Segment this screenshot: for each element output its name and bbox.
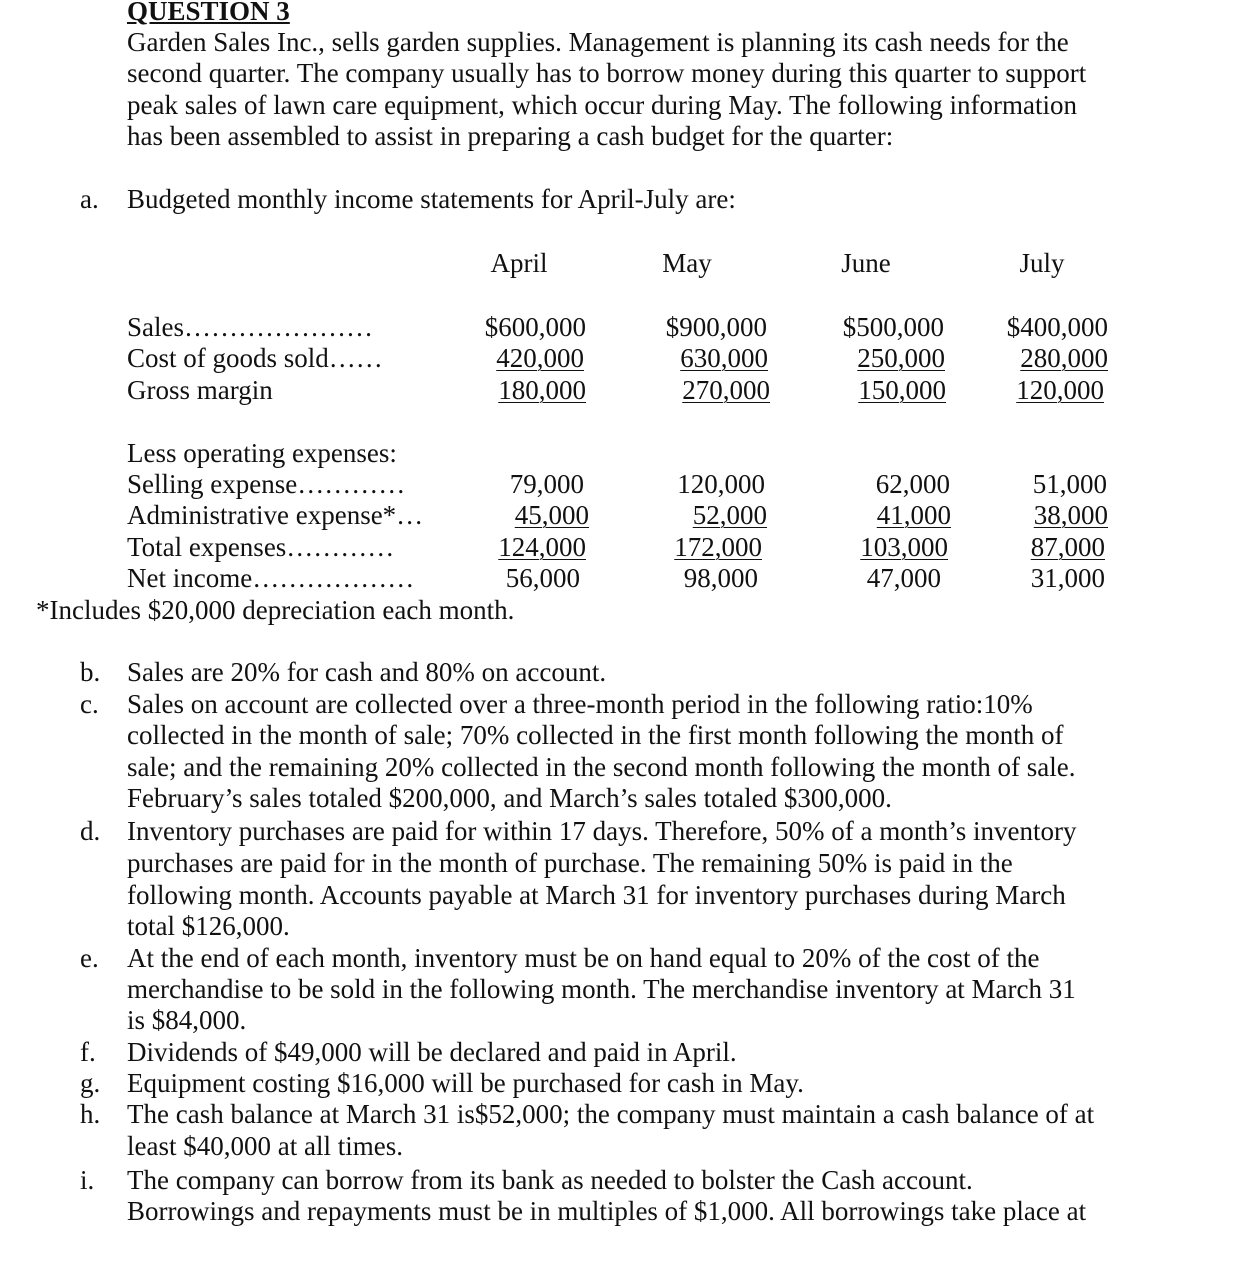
item-marker: d. xyxy=(80,816,101,846)
item-marker: e. xyxy=(80,943,99,973)
intro-line: second quarter. The company usually has to borrow money during this quarter to support xyxy=(127,58,1087,88)
table-cell: 98,000 xyxy=(683,563,758,593)
month-header: April xyxy=(490,248,548,278)
list-item: purchases are paid for in the month of purchase. The remaining 50% is paid in the xyxy=(127,848,1013,878)
list-item: least $40,000 at all times. xyxy=(127,1131,403,1161)
table-cell: 52,000 xyxy=(692,500,767,530)
table-cell: 180,000 xyxy=(498,375,586,405)
table-cell: 120,000 xyxy=(677,469,765,499)
item-marker: b. xyxy=(80,657,101,687)
row-label: Selling expense………… xyxy=(127,469,406,499)
row-label: Administrative expense*… xyxy=(127,500,424,530)
list-item: merchandise to be sold in the following month. The merchandise inventory at March 31 xyxy=(127,974,1076,1004)
row-label: Sales………………… xyxy=(127,312,373,342)
table-cell: 47,000 xyxy=(866,563,941,593)
table-cell: 51,000 xyxy=(1032,469,1107,499)
item-marker: h. xyxy=(80,1099,101,1129)
row-label: Gross margin xyxy=(127,375,273,405)
intro-line: has been assembled to assist in preparing a cash budget for the quarter: xyxy=(127,121,894,151)
table-cell: 62,000 xyxy=(875,469,950,499)
intro-line: Garden Sales Inc., sells garden supplies. Management is planning its cash needs for the xyxy=(127,27,1069,57)
list-item: February’s sales totaled $200,000, and March’s sales totaled $300,000. xyxy=(127,783,892,813)
table-cell: 38,000 xyxy=(1033,500,1108,530)
table-cell: 250,000 xyxy=(857,343,945,373)
item-marker: i. xyxy=(80,1165,95,1195)
list-item: following month. Accounts payable at March 31 for inventory purchases during March xyxy=(127,880,1066,910)
table-cell: $900,000 xyxy=(665,312,767,342)
table-cell: $500,000 xyxy=(842,312,944,342)
table-cell: 120,000 xyxy=(1016,375,1104,405)
item-marker: f. xyxy=(80,1037,96,1067)
list-item: Sales on account are collected over a three-month period in the following ratio:10% xyxy=(127,689,1033,719)
list-item: sale; and the remaining 20% collected in the second month following the month of sale. xyxy=(127,752,1076,782)
table-cell: 79,000 xyxy=(509,469,584,499)
table-cell: 280,000 xyxy=(1020,343,1108,373)
intro-line: peak sales of lawn care equipment, which occur during May. The following information xyxy=(127,90,1077,120)
item-a-marker: a. xyxy=(80,184,99,214)
month-header: May xyxy=(662,248,712,278)
list-item: Equipment costing $16,000 will be purchased for cash in May. xyxy=(127,1068,804,1098)
table-cell: 41,000 xyxy=(876,500,951,530)
item-a-text: Budgeted monthly income statements for April-July are: xyxy=(127,184,736,214)
month-header: June xyxy=(841,248,891,278)
table-cell: 45,000 xyxy=(514,500,589,530)
list-item: Inventory purchases are paid for within 17 days. Therefore, 50% of a month’s inventory xyxy=(127,816,1077,846)
row-label: Total expenses………… xyxy=(127,532,395,562)
table-cell: 87,000 xyxy=(1030,532,1105,562)
list-item: At the end of each month, inventory must be on hand equal to 20% of the cost of the xyxy=(127,943,1040,973)
list-item: Dividends of $49,000 will be declared and paid in April. xyxy=(127,1037,737,1067)
opex-heading: Less operating expenses: xyxy=(127,438,397,468)
table-cell: 172,000 xyxy=(674,532,762,562)
list-item: total $126,000. xyxy=(127,911,290,941)
table-cell: $400,000 xyxy=(1006,312,1108,342)
list-item: is $84,000. xyxy=(127,1005,247,1035)
list-item: Borrowings and repayments must be in multiples of $1,000. All borrowings take place at xyxy=(127,1196,1087,1226)
table-cell: 270,000 xyxy=(682,375,770,405)
table-cell: 420,000 xyxy=(496,343,584,373)
item-marker: g. xyxy=(80,1068,101,1098)
table-cell: 103,000 xyxy=(860,532,948,562)
list-item: Sales are 20% for cash and 80% on account. xyxy=(127,657,607,687)
table-cell: 56,000 xyxy=(505,563,580,593)
table-cell: 124,000 xyxy=(498,532,586,562)
table-cell: 31,000 xyxy=(1030,563,1105,593)
row-label: Net income……………… xyxy=(127,563,415,593)
list-item: The company can borrow from its bank as needed to bolster the Cash account. xyxy=(127,1165,973,1195)
question-title: QUESTION 3 xyxy=(127,0,290,26)
list-item: collected in the month of sale; 70% collected in the first month following the month of xyxy=(127,720,1064,750)
row-label: Cost of goods sold…… xyxy=(127,343,383,373)
table-footnote: *Includes $20,000 depreciation each month. xyxy=(36,595,515,625)
item-marker: c. xyxy=(80,689,99,719)
table-cell: 150,000 xyxy=(858,375,946,405)
month-header: July xyxy=(1019,248,1065,278)
table-cell: $600,000 xyxy=(484,312,586,342)
table-cell: 630,000 xyxy=(680,343,768,373)
list-item: The cash balance at March 31 is$52,000; the company must maintain a cash balance of at xyxy=(127,1099,1095,1129)
